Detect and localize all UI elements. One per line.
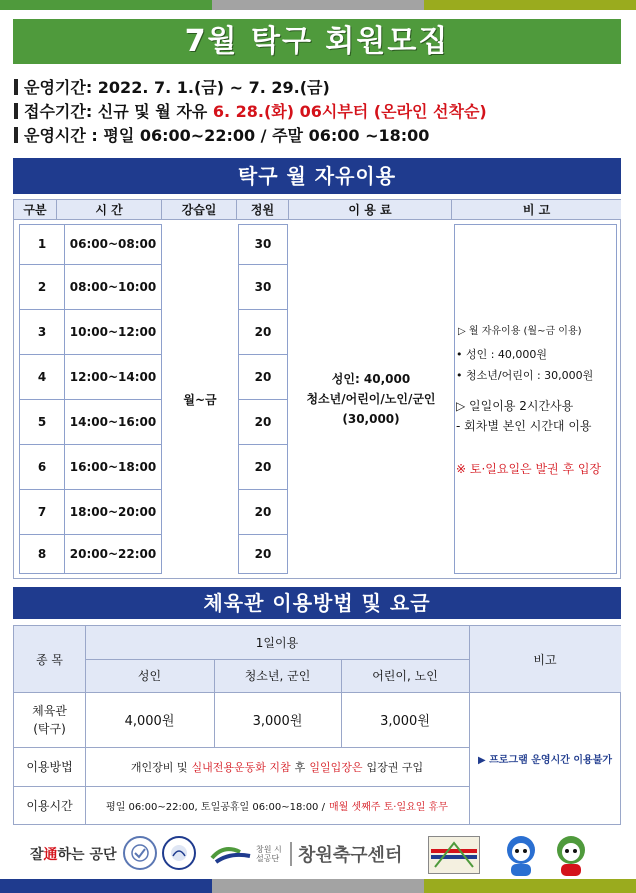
note-adult-fee: • 성인 : 40,000원 — [456, 348, 548, 361]
gym-sub-adult: 성인 — [137, 669, 162, 683]
row-time: 14:00~16:00 — [69, 414, 157, 429]
row-capacity: 20 — [254, 459, 272, 474]
row-capacity: 30 — [254, 237, 272, 251]
gym-col-item: 종 목 — [36, 652, 63, 667]
changwon-facilities-logo: 창원 시설공단 — [208, 840, 288, 868]
price-adult: 4,000원 — [124, 714, 175, 729]
row-no: 3 — [37, 324, 47, 339]
mascot-blue-icon — [498, 832, 544, 878]
row-capacity: 20 — [254, 504, 272, 519]
time-text: 평일 06:00~22:00, 토일공휴일 06:00~18:00 / 매월 셋째주 토·일요일 휴무 — [106, 801, 448, 813]
footer — [0, 832, 636, 878]
note-youth-fee: • 청소년/어린이 : 30,000원 — [456, 369, 594, 382]
section-title-gym: 체육관 이용방법 및 요금 — [13, 587, 621, 619]
info-period: 운영기간: 2022. 7. 1.(금) ~ 7. 29.(금) — [14, 77, 330, 99]
slogan: 잘 通 하는 공단 — [30, 847, 117, 863]
row-time: 12:00~14:00 — [69, 369, 157, 384]
monthly-fee-table — [13, 199, 621, 579]
gym-row-label: 체육관 (탁구) — [32, 703, 67, 736]
note-daily: ▷ 일일이용 2시간사용 — [456, 399, 574, 413]
row-time: 16:00~18:00 — [69, 459, 157, 474]
top-color-bar — [0, 0, 636, 10]
gym-remark: ▶ 프로그램 운영시간 이용불가 — [477, 754, 613, 766]
gym-fee-table — [13, 625, 621, 825]
row-no: 1 — [37, 237, 47, 251]
col-header-fee: 이 용 료 — [289, 200, 452, 220]
col-header-remark: 비 고 — [452, 200, 621, 220]
certification-badge-icon — [123, 836, 157, 870]
row-capacity: 20 — [254, 547, 272, 561]
row-no: 8 — [37, 547, 47, 561]
row-no: 7 — [37, 504, 47, 519]
note-weekend: ※ 토·일요일은 발권 후 입장 — [456, 462, 602, 476]
fee-cell: 성인: 40,000 청소년/어린이/노인/군인 (30,000) — [306, 372, 436, 426]
price-child: 3,000원 — [380, 714, 430, 729]
row-capacity: 20 — [254, 369, 272, 384]
gym-col-remark: 비고 — [533, 652, 557, 667]
col-header-capacity: 정원 — [237, 200, 289, 220]
note-monthly: ▷ 월 자유이용 (월~금 이용) — [458, 326, 582, 337]
page-title: 7월 탁구 회원모집 — [13, 19, 621, 64]
row-time: 10:00~12:00 — [69, 324, 157, 339]
info-hours: 운영시간 : 평일 06:00~22:00 / 주말 06:00 ~18:00 — [14, 125, 429, 147]
row-time: 06:00~08:00 — [69, 237, 157, 251]
gym-sub-child: 어린이, 노인 — [372, 669, 438, 683]
note-slot: - 회차별 본인 시간대 이용 — [456, 419, 592, 433]
row-time: 18:00~20:00 — [69, 504, 157, 519]
col-header-time: 시 간 — [57, 200, 162, 220]
row-no: 4 — [37, 369, 47, 384]
row-time: 20:00~22:00 — [69, 547, 157, 561]
emblem-icon — [428, 836, 480, 874]
mascot-green-icon — [548, 832, 594, 878]
row-no: 2 — [37, 279, 47, 294]
row-capacity: 20 — [254, 414, 272, 429]
class-days: 월~금 — [183, 392, 217, 407]
row-capacity: 20 — [254, 324, 272, 339]
time-label: 이용시간 — [26, 798, 73, 813]
col-header-no: 구분 — [14, 200, 57, 220]
price-youth: 3,000원 — [252, 714, 303, 729]
gym-sub-youth: 청소년, 군인 — [244, 669, 311, 683]
seal-badge-icon — [162, 836, 196, 870]
section-title-monthly: 탁구 월 자유이용 — [13, 158, 621, 194]
bottom-color-bar — [0, 879, 636, 893]
row-capacity: 30 — [254, 279, 272, 294]
info-reception: 접수기간: 신규 및 월 자유 6. 28.(화) 06시부터 (온라인 선착순) — [14, 101, 487, 123]
row-no: 5 — [37, 414, 47, 429]
row-time: 08:00~10:00 — [69, 279, 157, 294]
center-name: 창원축구센터 — [298, 845, 403, 866]
method-label: 이용방법 — [26, 760, 73, 774]
row-no: 6 — [37, 459, 47, 474]
gym-col-daily: 1일이용 — [255, 636, 299, 650]
method-text: 개인장비 및 실내전용운동화 지참 후 일일입장은 입장권 구입 — [130, 760, 424, 774]
col-header-days: 강습일 — [162, 200, 237, 220]
